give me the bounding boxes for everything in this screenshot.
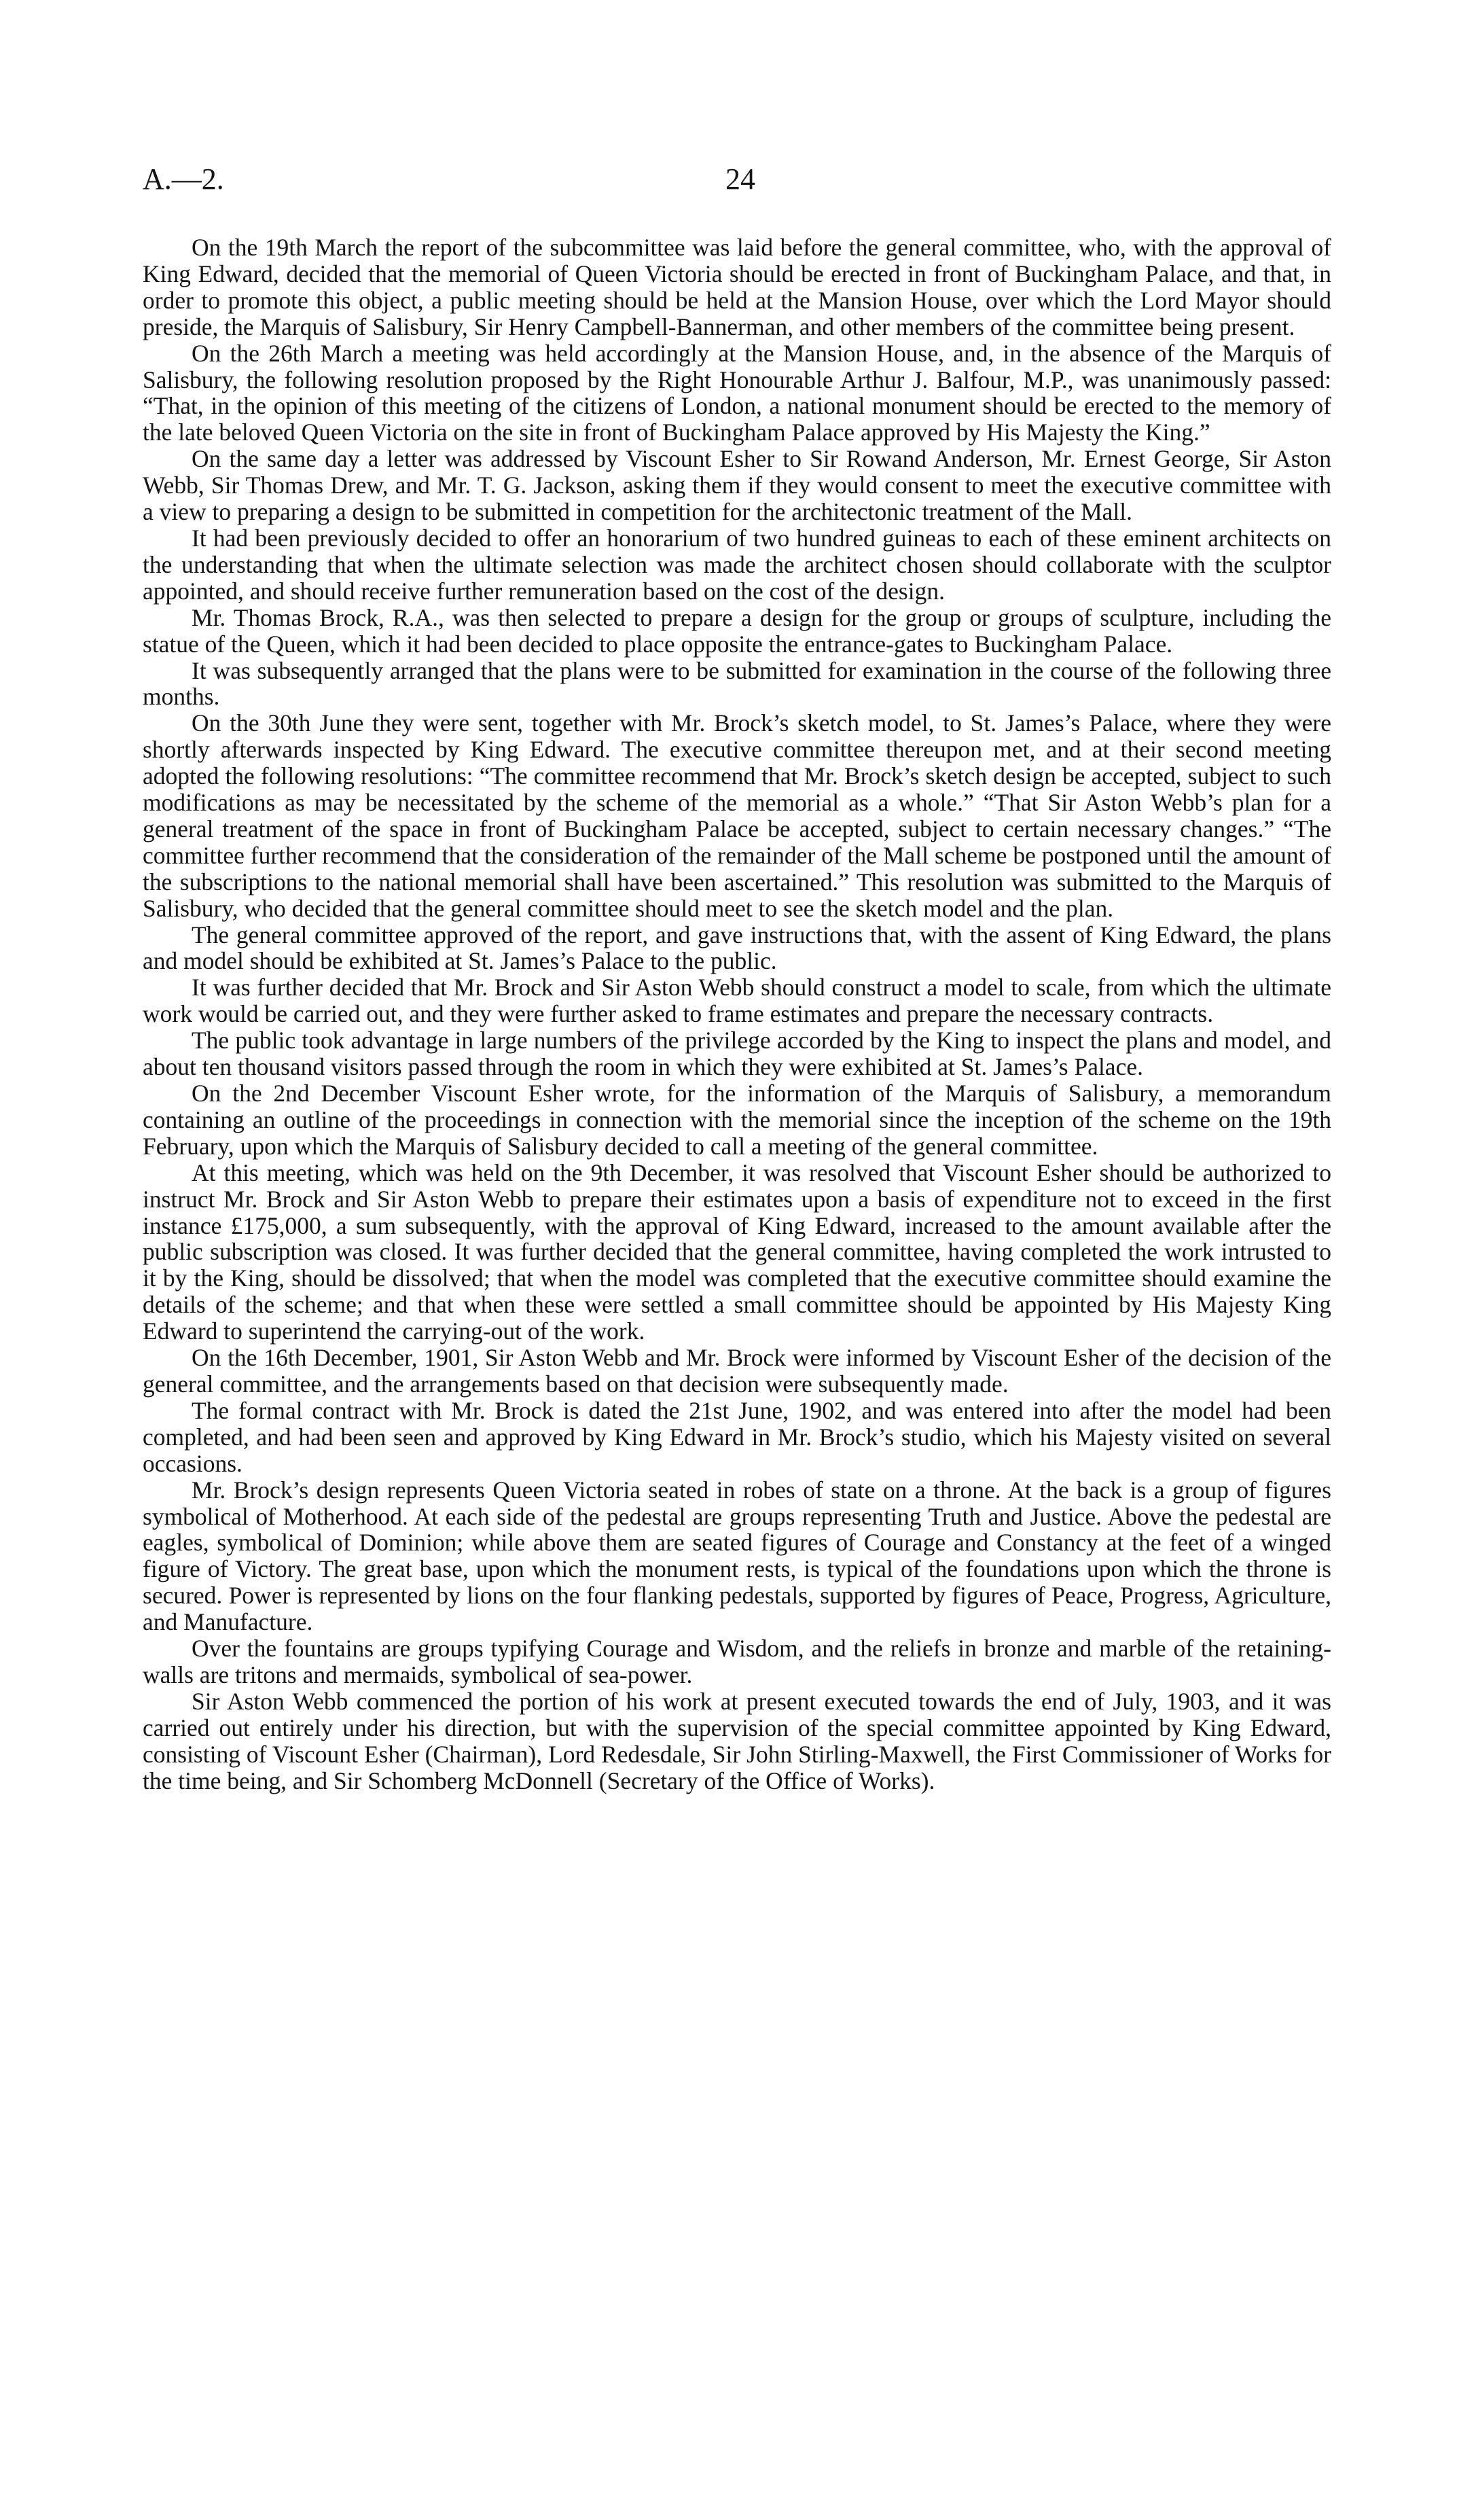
page-header [143, 162, 1338, 209]
paragraph: It was subsequently arranged that the plans were to be submitted for examination in the course of the following three months. [143, 656, 1331, 711]
body-text [143, 234, 1331, 1794]
paragraph: Mr. Brock’s design represents Queen Victoria seated in robes of state on a throne. At the back is a group of figures symbolical of Motherhood. At each side of the pedestal are groups representing Truth and Justice. Above the pedestal are eagles, symbolical of Dominion; while above them are seated figures of Courage and Constancy at the feet of a winged figure of Victory. The great base, upon which the monument rests, is typical of the foundations upon which the throne is secured. Power is represented by lions on the four flanking pedestals, supported by figures of Peace, Progress, Agriculture, and Manufacture. [143, 1476, 1331, 1636]
paragraph: On the 16th December, 1901, Sir Aston Webb and Mr. Brock were informed by Viscount Esher of the decision of the general committee, and the arrangements based on that decision were subsequently made. [143, 1344, 1331, 1398]
paragraph: The general committee approved of the report, and gave instructions that, with the assent of King Edward, the plans and model should be exhibited at St. James’s Palace to the public. [143, 921, 1331, 975]
paragraph: On the 2nd December Viscount Esher wrote, for the information of the Marquis of Salisbury, a memorandum containing an outline of the proceedings in connection with the memorial since the inception of the scheme on the 19th February, upon which the Marquis of Salisbury decided to call a meeting of the general committee. [143, 1080, 1331, 1160]
paragraph: Mr. Thomas Brock, R.A., was then selected to prepare a design for the group or groups of sculpture, including the statue of the Queen, which it had been decided to place opposite the entrance-gates to Buckingham Palace. [143, 603, 1331, 658]
paragraph: Over the fountains are groups typifying Courage and Wisdom, and the reliefs in bronze and marble of the retaining-walls are tritons and mermaids, symbolical of sea-power. [143, 1635, 1331, 1688]
paragraph: The formal contract with Mr. Brock is dated the 21st June, 1902, and was entered into after the model had been completed, and had been seen and approved by King Edward in Mr. Brock’s studio, which his Majesty visited on several occasions. [143, 1396, 1331, 1477]
page-number: 24 [725, 162, 755, 196]
paragraph: Sir Aston Webb commenced the portion of his work at present executed towards the end of July, 1903, and it was carried out entirely under his direction, but with the supervision of the special committee appointed by King Edward, consisting of Viscount Esher (Chairman), Lord Redesdale, Sir John Stirling-Maxwell, the First Commissioner of Works for the time being, and Sir Schomberg McDonnell (Secretary of the Office of Works). [143, 1687, 1331, 1794]
paragraph: On the same day a letter was addressed by Viscount Esher to Sir Rowand Anderson, Mr. Ernest George, Sir Aston Webb, Sir Thomas Drew, and Mr. T. G. Jackson, asking them if they would consent to meet the executive committee with a view to preparing a design to be submitted in competition for the architectonic treatment of the Mall. [143, 445, 1331, 526]
paragraph: On the 30th June they were sent, together with Mr. Brock’s sketch model, to St. James’s Palace, where they were shortly afterwards inspected by King Edward. The executive committee thereupon met, and at their second meeting adopted the following resolutions: “The committee recommend that Mr. Brock’s sketch design be accepted, subject to such modifications as may be necessitated by the scheme of the memorial as a whole.” “That Sir Aston Webb’s plan for a general treatment of the space in front of Buckingham Palace be accepted, subject to certain necessary changes.” “The committee further recommend that the consideration of the remainder of the Mall scheme be postponed until the amount of the subscriptions to the national memorial shall have been ascertained.” This resolution was submitted to the Marquis of Salisbury, who decided that the general committee should meet to see the sketch model and the plan. [143, 709, 1331, 922]
document-reference: A.—2. [143, 162, 224, 196]
paragraph: On the 26th March a meeting was held accordingly at the Mansion House, and, in the absence of the Marquis of Salisbury, the following resolution proposed by the Right Honourable Arthur J. Balfour, M.P., was unanimously passed: “That, in the opinion of this meeting of the citizens of London, a national monument should be erected to the memory of the late beloved Queen Victoria on the site in front of Buckingham Palace approved by His Majesty the King.” [143, 339, 1331, 446]
paragraph: On the 19th March the report of the subcommittee was laid before the general committee, who, with the approval of King Edward, decided that the memorial of Queen Victoria should be erected in front of Buckingham Palace, and that, in order to promote this object, a public meeting should be held at the Mansion House, over which the Lord Mayor should preside, the Marquis of Salisbury, Sir Henry Campbell-Bannerman, and other members of the committee being present. [143, 234, 1331, 340]
paragraph: It had been previously decided to offer an honorarium of two hundred guineas to each of these eminent architects on the understanding that when the ultimate selection was made the architect chosen should collaborate with the sculptor appointed, and should receive further remuneration based on the cost of the design. [143, 524, 1331, 605]
paragraph: At this meeting, which was held on the 9th December, it was resolved that Viscount Esher should be authorized to instruct Mr. Brock and Sir Aston Webb to prepare their estimates upon a basis of expenditure not to exceed in the first instance £175,000, a sum subsequently, with the approval of King Edward, increased to the amount available after the public subscription was closed. It was further decided that the general committee, having completed the work intrusted to it by the King, should be dissolved; that when the model was completed that the executive committee should examine the details of the scheme; and that when these were settled a small committee should be appointed by His Majesty King Edward to superintend the carrying-out of the work. [143, 1158, 1331, 1345]
paragraph: It was further decided that Mr. Brock and Sir Aston Webb should construct a model to scale, from which the ultimate work would be carried out, and they were further asked to frame estimates and prepare the necessary contracts. [143, 974, 1331, 1028]
paragraph: The public took advantage in large numbers of the privilege accorded by the King to inspect the plans and model, and about ten thousand visitors passed through the room in which they were exhibited at St. James’s Palace. [143, 1027, 1331, 1081]
